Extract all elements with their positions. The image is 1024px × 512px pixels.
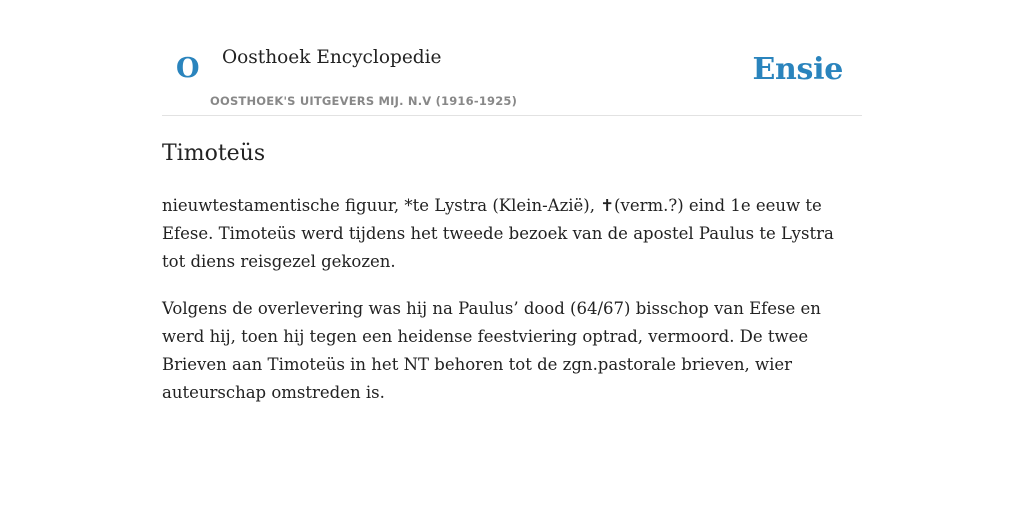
- publisher-subtitle: OOSTHOEK'S UITGEVERS MIJ. N.V (1916-1925): [210, 94, 518, 108]
- page-container: [162, 0, 862, 402]
- article-body: [162, 192, 862, 426]
- site-header: [162, 0, 862, 116]
- article-paragraph: nieuwtestamentische figuur, *te Lystra (Klein-Azië), ✝(verm.?) eind 1e eeuw te Efese. Timoteüs werd tijdens het tweede bezoek van de apostel Paulus te Lystra tot diens reisgezel gekozen.: [162, 196, 834, 271]
- article-title: Timoteüs: [162, 141, 266, 166]
- encyclopedia-logo[interactable]: O: [176, 53, 200, 84]
- site-title[interactable]: Oosthoek Encyclopedie: [222, 47, 442, 68]
- ensie-home-link[interactable]: Ensie: [752, 52, 843, 87]
- article-paragraph: Volgens de overlevering was hij na Paulus’ dood (64/67) bisschop van Efese en werd hij, toen hij tegen een heidense feestviering optrad, vermoord. De twee Brieven aan Timoteüs in het NT behoren tot de zgn.pastorale brieven, wier auteurschap omstreden is.: [162, 299, 821, 402]
